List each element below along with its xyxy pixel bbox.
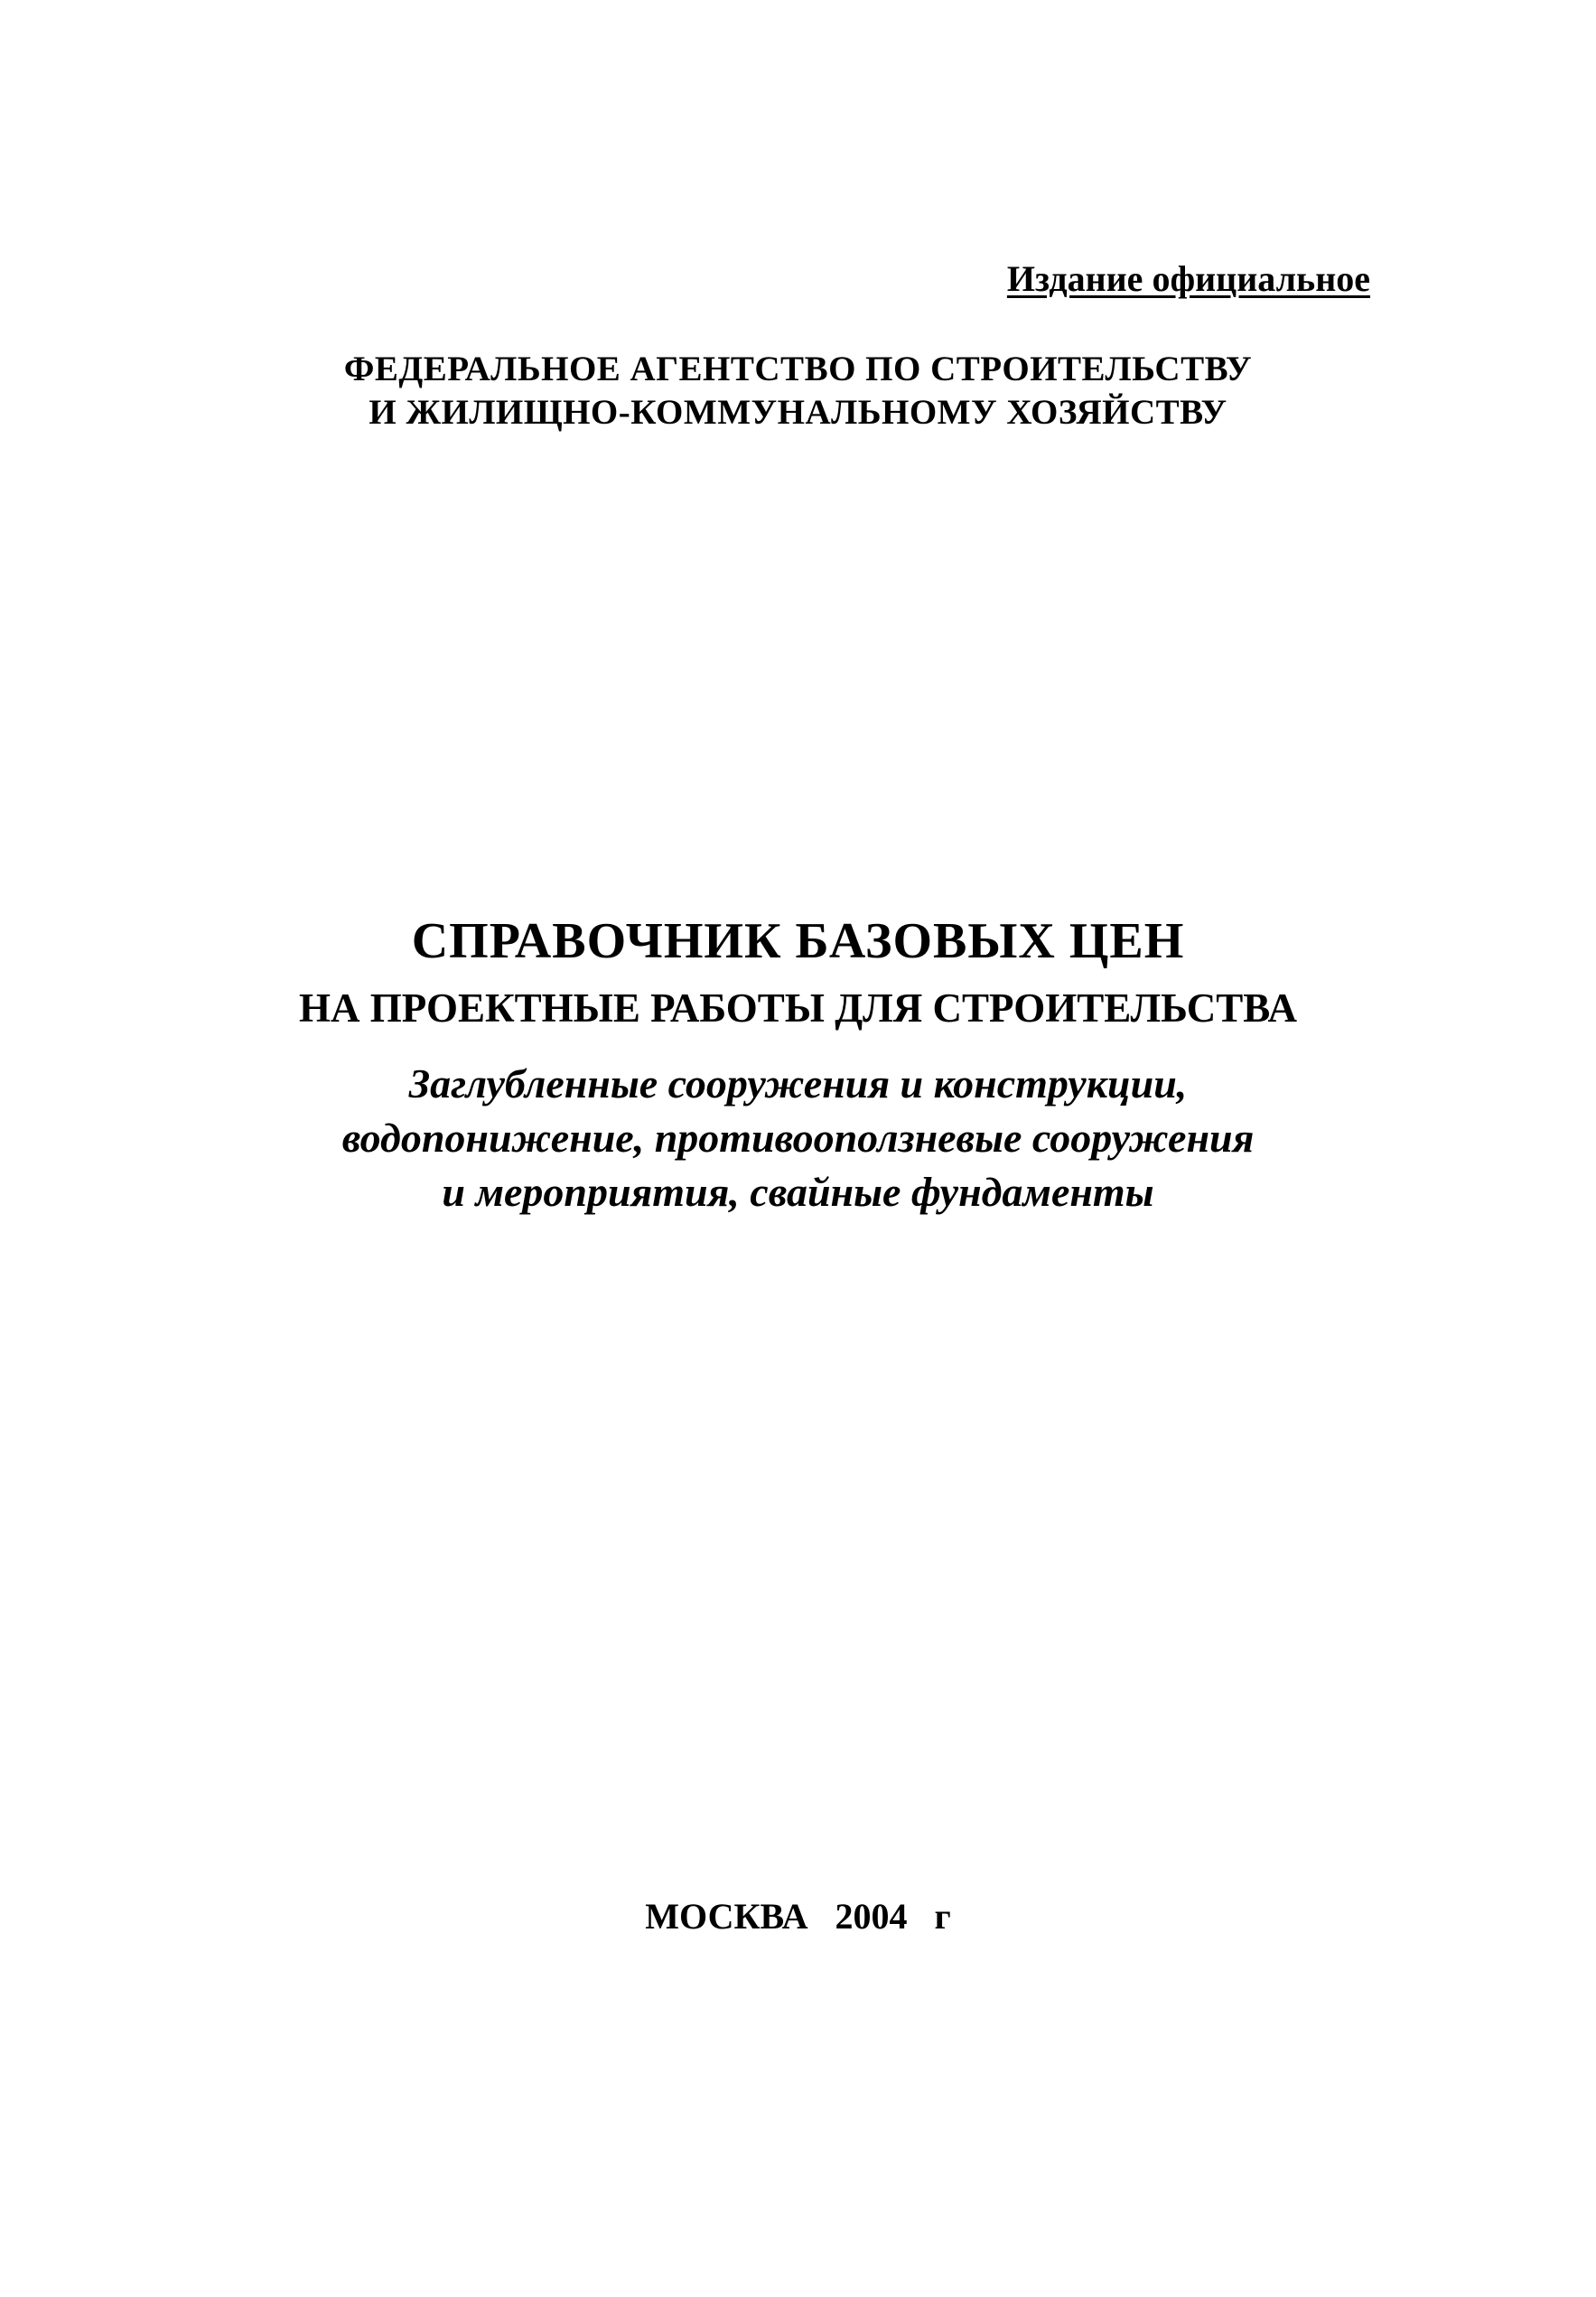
city-year: МОСКВА 2004 г: [645, 1896, 951, 1937]
document-subtitle: НА ПРОЕКТНЫЕ РАБОТЫ ДЛЯ СТРОИТЕЛЬСТВА: [299, 985, 1297, 1031]
topic-line-1: Заглубленные сооружения и конструкции,: [408, 1060, 1188, 1106]
agency-name-line-2: И ЖИЛИЩНО-КОММУНАЛЬНОМУ ХОЗЯЙСТВУ: [369, 393, 1227, 432]
topic-line-3: и мероприятия, свайные фундаменты: [442, 1169, 1154, 1215]
document-title: СПРАВОЧНИК БАЗОВЫХ ЦЕН: [411, 913, 1185, 969]
agency-name-line-1: ФЕДЕРАЛЬНОЕ АГЕНТСТВО ПО СТРОИТЕЛЬСТВУ: [343, 350, 1253, 388]
topic-line-2: водопонижение, противооползневые сооружения: [341, 1115, 1255, 1161]
official-edition-label: Издание официальное: [1006, 258, 1370, 299]
